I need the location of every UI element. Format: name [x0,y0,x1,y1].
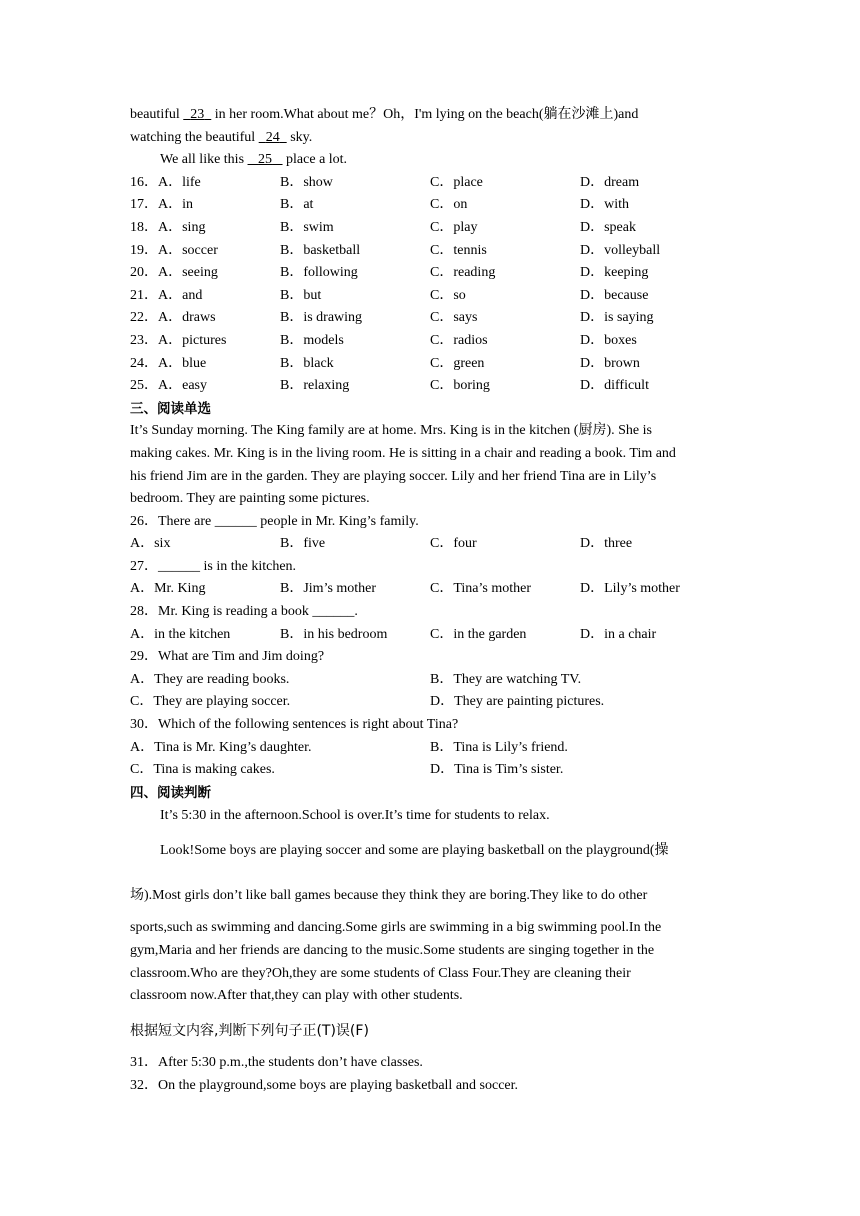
text: watching the beautiful [130,129,259,145]
cloze-line [130,127,730,150]
judge-passage-line: classroom now.After that,they can play with other students. [130,988,463,1004]
question-32: 32．On the playground,some boys are playing basketball and soccer. [130,1077,519,1093]
text: place a lot. [282,152,348,168]
question-26-stem: 26．There are ______ people in Mr. King’s family. [130,513,419,529]
question-28-stem: 28．Mr. King is reading a book ______. [130,604,358,620]
question-24: 24．A．blue B．black C．green D．brown [130,355,640,371]
question-25: 25．A．easy B．relaxing C．boring D．difficult [130,378,649,394]
blank-24: 24 [265,129,280,145]
cloze-line [130,104,730,127]
question-28-options: A．in the kitchen B．in his bedroom C．in the garden D．in a chair [130,626,657,642]
section-heading-judge: 四、阅读判断 [130,784,211,801]
cloze-line [130,149,730,172]
judge-instruction: 根据短文内容,判断下列句子正(T)误(F) [130,1022,369,1039]
question-18: 18．A．sing B．swim C．play D．speak [130,219,636,235]
question-21: 21．A．and B．but C．so D．because [130,287,649,303]
cloze-question-list [130,172,730,398]
passage-line: making cakes. Mr. King is in the living room. He is sitting in a chair and reading a book. Tim and [130,445,676,461]
document-content [130,104,730,1098]
question-30-options-row2: C．Tina is making cakes. D．Tina is Tim’s sister. [130,762,564,778]
passage-line: bedroom. They are painting some pictures. [130,491,370,507]
question-29-stem: 29．What are Tim and Jim doing? [130,649,325,665]
passage-line: his friend Jim are in the garden. They are playing soccer. Lily and her friend Tina are in Lily’s [130,468,657,484]
question-27-stem: 27．______ is in the kitchen. [130,558,297,574]
question-16: 16．A．life B．show C．place D．dream [130,174,640,190]
question-22: 22．A．draws B．is drawing C．says D．is saying [130,310,654,326]
question-31: 31．After 5:30 p.m.,the students don’t have classes. [130,1055,423,1071]
section-heading-reading: 三、阅读单选 [130,400,211,417]
judge-passage-line: 场).Most girls don’t like ball games because they think they are boring.They like to do other [130,888,648,904]
question-20: 20．A．seeing B．following C．reading D．keeping [130,265,649,281]
judge-passage-line: classroom.Who are they?Oh,they are some students of Class Four.They are cleaning their [130,965,631,981]
passage-line: It’s Sunday morning. The King family are at home. Mrs. King is in the kitchen (厨房). She is [130,423,652,439]
question-26-options: A．six B．five C．four D．three [130,536,633,552]
question-29-options-row2: C．They are playing soccer. D．They are painting pictures. [130,694,605,710]
question-27-options: A．Mr. King B．Jim’s mother C．Tina’s mother D．Lily’s mother [130,581,680,597]
reading-passage [130,420,730,510]
judge-passage-line: gym,Maria and her friends are dancing to the music.Some students are singing together in the [130,943,655,958]
judge-passage-line: It’s 5:30 in the afternoon.School is over.It’s time for students to relax. [160,808,550,824]
question-30-options-row1: A．Tina is Mr. King’s daughter. B．Tina is Lily’s friend. [130,739,568,755]
question-19: 19．A．soccer B．basketball C．tennis D．volleyball [130,242,661,258]
question-23: 23．A．pictures B．models C．radios D．boxes [130,332,637,348]
question-17: 17．A．in B．at C．on D．with [130,197,629,213]
judge-passage-line: Look!Some boys are playing soccer and some are playing basketball on the playground(操 [160,843,669,859]
text: sky. [286,129,313,145]
judge-passage-line: sports,such as swimming and dancing.Some girls are swimming in a big swimming pool.In the [130,920,662,936]
text: We all like this [160,152,248,168]
blank-23: 23 [190,107,205,122]
text: beautiful [130,107,184,122]
question-30-stem: 30．Which of the following sentences is right about Tina? [130,717,459,733]
blank-25: 25 [258,152,273,168]
question-29-options-row1: A．They are reading books. B．They are watching TV. [130,671,582,687]
text: in her room.What about me？Oh，I'm lying on the beach(躺在沙滩上)and [211,107,639,122]
